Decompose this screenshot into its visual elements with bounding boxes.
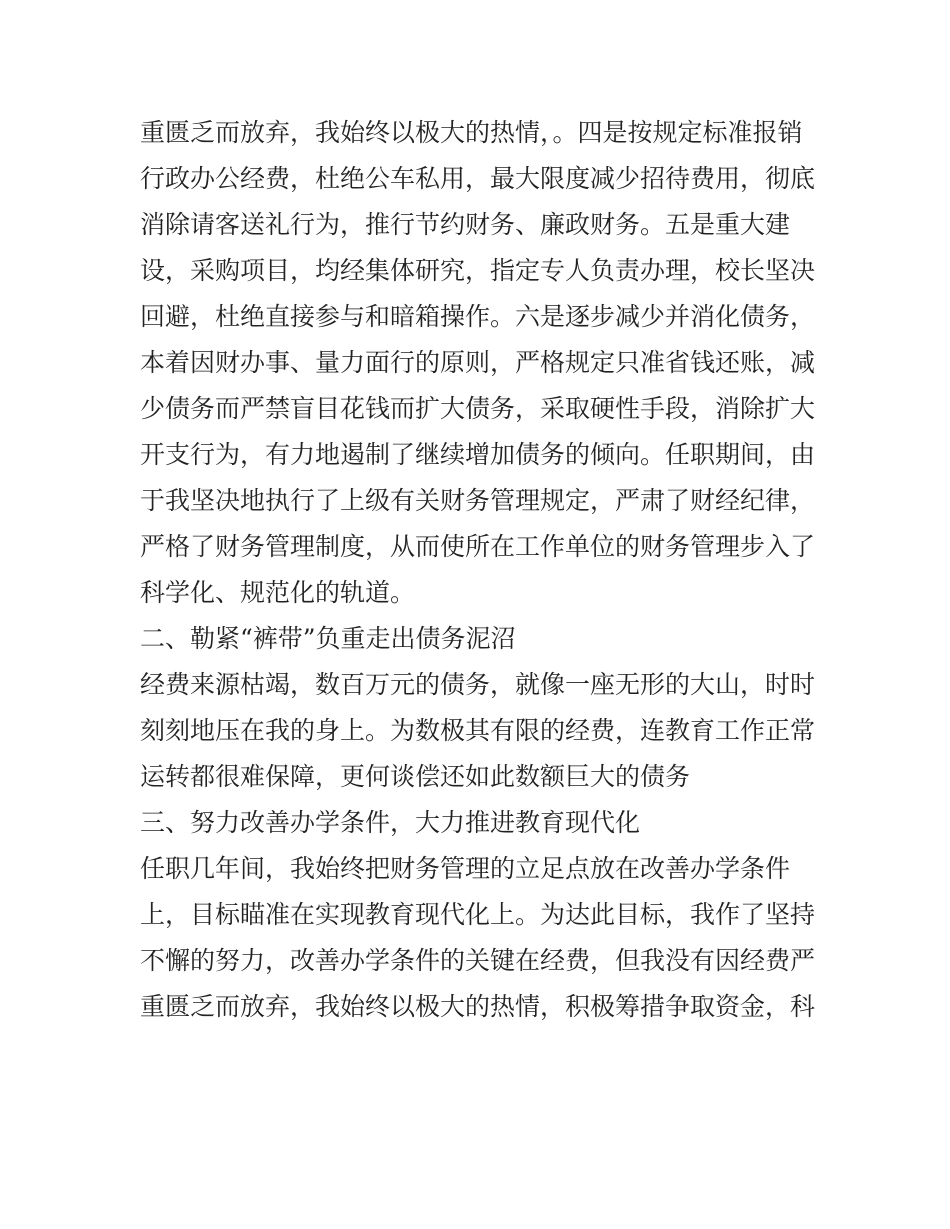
text-line: 本着因财办事、量力面行的原则，严格规定只准省钱还账，减 — [140, 348, 816, 377]
document-body — [140, 110, 820, 1030]
text-line: 严格了财务管理制度，从而使所在工作单位的财务管理步入了 — [140, 532, 816, 561]
text-line: 运转都很难保障，更何谈偿还如此数额巨大的债务 — [140, 762, 691, 791]
text-line: 重匮乏而放弃，我始终以极大的热情，。四是按规定标准报销 — [140, 118, 803, 147]
text-line: 行政办公经费，杜绝公车私用，最大限度减少招待费用，彻底 — [140, 164, 816, 193]
section-heading: 三、努力改善办学条件，大力推进教育现代化 — [140, 808, 641, 837]
section-heading: 二、勒紧“裤带”负重走出债务泥沼 — [140, 624, 516, 653]
text-line: 任职几年间，我始终把财务管理的立足点放在改善办学条件 — [140, 854, 791, 883]
text-line: 重匮乏而放弃，我始终以极大的热情，积极筹措争取资金，科 — [140, 992, 816, 1021]
text-line: 消除请客送礼行为，推行节约财务、廉政财务。五是重大建 — [140, 210, 791, 239]
text-line: 经费来源枯竭，数百万元的债务，就像一座无形的大山，时时 — [140, 670, 816, 699]
text-line: 上，目标瞄准在实现教育现代化上。为达此目标，我作了坚持 — [140, 900, 816, 929]
text-line: 设，采购项目，均经集体研究，指定专人负责办理，校长坚决 — [140, 256, 816, 285]
text-line: 开支行为，有力地遏制了继续增加债务的倾向。任职期间，由 — [140, 440, 816, 469]
text-line: 少债务而严禁盲目花钱而扩大债务，采取硬性手段，消除扩大 — [140, 394, 816, 423]
text-line: 不懈的努力，改善办学条件的关键在经费，但我没有因经费严 — [140, 946, 816, 975]
text-line: 科学化、规范化的轨道。 — [140, 578, 416, 607]
text-line: 回避，杜绝直接参与和暗箱操作。六是逐步减少并消化债务， — [140, 302, 816, 331]
text-line: 刻刻地压在我的身上。为数极其有限的经费，连教育工作正常 — [140, 716, 816, 745]
text-line: 于我坚决地执行了上级有关财务管理规定，严肃了财经纪律， — [140, 486, 816, 515]
